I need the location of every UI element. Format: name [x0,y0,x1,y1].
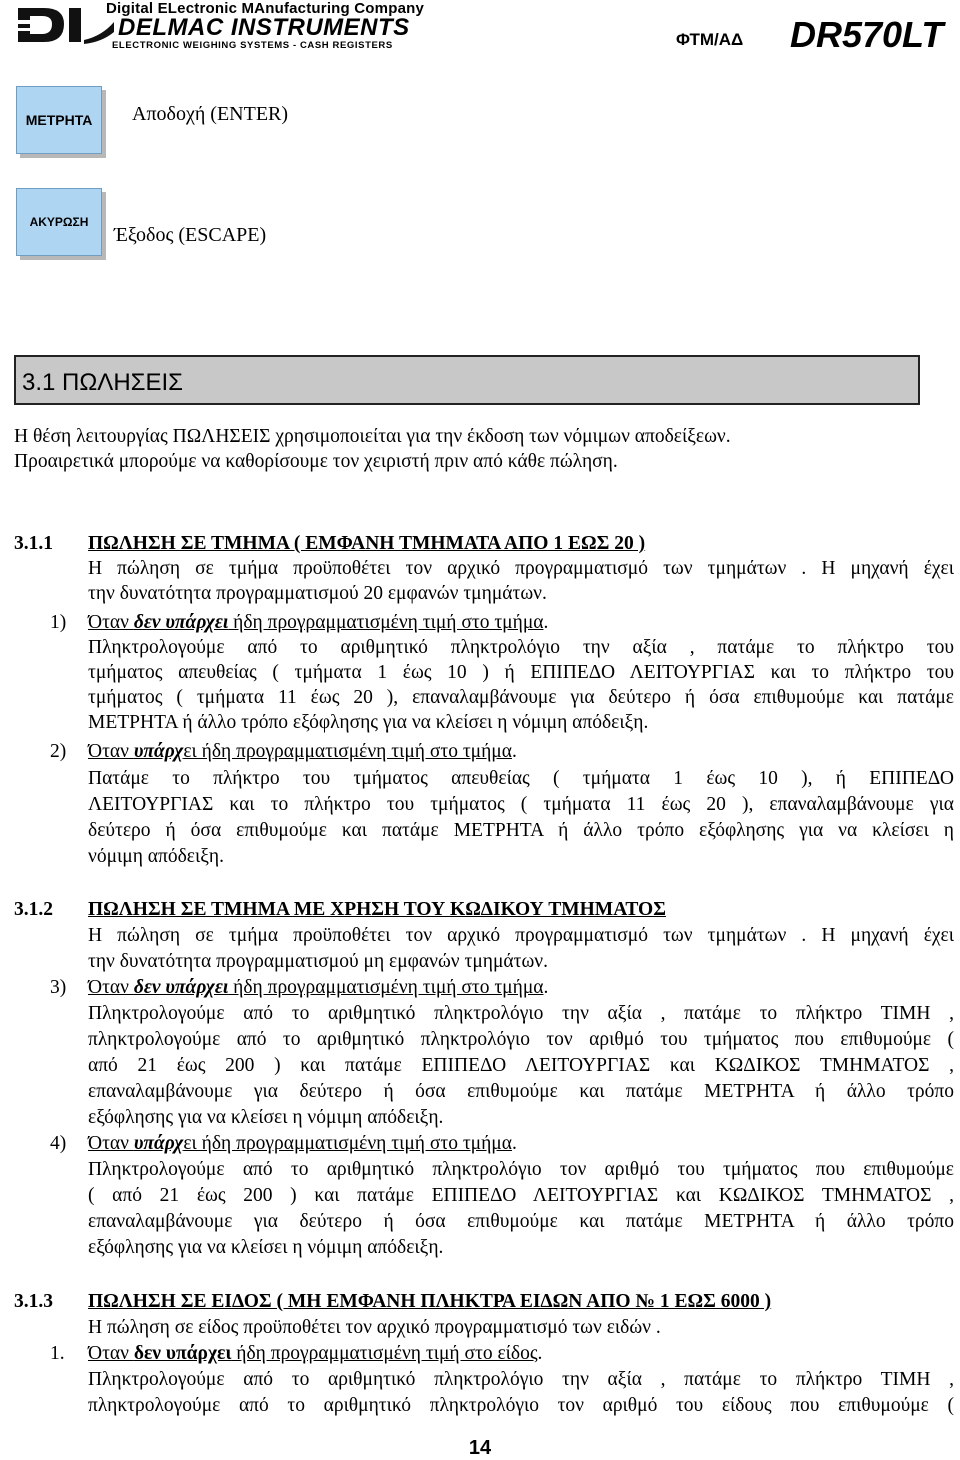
paragraph-line: Πληκτρολογούμε από το αριθμητικό πληκτρολόγιο την αξία , πατάμε το πλήκτρο ΤΙΜΗ , [88,1369,954,1390]
item-number: 3) [50,977,67,998]
item-heading-a: Όταν [88,1133,134,1154]
page-number: 14 [468,1437,492,1459]
item-heading-a: Όταν [88,612,134,633]
item-heading-a: Όταν [88,1343,134,1364]
paragraph-line: ( από 21 έως 200 ) και πατάμε ΕΠΙΠΕΔΟ ΛΕΙΤΟΥΡΓΙΑΣ και ΚΩΔΙΚΟΣ ΤΜΗΜΑΤΟΣ , [88,1185,954,1206]
key-label: ΜΕΤΡΗΤΑ [25,112,93,128]
item-number: 1. [50,1343,65,1364]
item-heading [88,1342,542,1366]
item-heading-a: Όταν [88,741,134,762]
item-heading-c: ει ήδη προγραμματισμένη τιμή στο τμήμα [183,741,512,762]
key-label: ΑΚΥΡΩΣΗ [29,215,89,229]
subsection-number: 3.1.2 [14,899,53,920]
paragraph-line: πληκτρολογούμε από το αριθμητικό πληκτρολόγιο τον αριθμό του τμήματος που επιθυμούμε ( [88,1029,954,1050]
item-heading-b: υπάρχ [133,1133,184,1154]
key-akyrosi [16,188,102,256]
item-heading [88,976,548,1000]
company-tagline: ELECTRONIC WEIGHING SYSTEMS - CASH REGISTERS [112,40,393,51]
intro-line: Η θέση λειτουργίας ΠΩΛΗΣΕΙΣ χρησιμοποιείται για την έκδοση των νόμιμων αποδείξεων. [14,426,731,447]
intro-line: Προαιρετικά μπορούμε να καθορίσουμε τον χειριστή πριν από κάθε πώληση. [14,451,618,472]
subsection-number: 3.1.1 [14,533,53,554]
paragraph-line: ΛΕΙΤΟΥΡΓΙΑΣ και το πλήκτρο του τμήματος ( τμήματα 11 έως 20 ), επαναλαμβάνουμε για [88,794,954,815]
paragraph-line: Η πώληση σε τμήμα προϋποθέτει τον αρχικό προγραμματισμό των τμημάτων . Η μηχανή έχει [88,925,954,946]
subsection-title: ΠΩΛΗΣΗ ΣΕ ΕΙΔΟΣ ( ΜΗ ΕΜΦΑΝΗ ΠΛΗΚΤΡΑ ΕΙΔΩΝ ΑΠΟ № 1 ΕΩΣ 6000 ) [88,1291,772,1312]
key-description: Έξοδος (ESCAPE) [114,224,267,246]
paragraph-line: Η πώληση σε τμήμα προϋποθέτει τον αρχικό προγραμματισμό των τμημάτων . Η μηχανή έχει [88,558,954,579]
item-heading-c: ήδη προγραμματισμένη τιμή στο τμήμα [228,977,544,998]
company-name: DELMAC INSTRUMENTS [118,14,410,41]
paragraph-line: εξόφλησης για να κλείσει η νόμιμη απόδειξη. [88,1107,444,1128]
paragraph-line: εξόφλησης για να κλείσει η νόμιμη απόδειξη. [88,1237,444,1258]
item-heading [88,611,548,635]
section-title-bar [14,355,920,405]
item-heading-dot: . [543,612,549,633]
subsection-number: 3.1.3 [14,1291,53,1312]
item-number: 1) [50,612,67,633]
paragraph-line: επαναλαμβάνουμε για δεύτερο ή όσα επιθυμούμε και πατάμε ΜΕΤΡΗΤΑ ή άλλο τρόπο [88,1211,954,1232]
paragraph-line: την δυνατότητα προγραμματισμού μη εμφανών τμημάτων. [88,951,549,972]
paragraph-line: Η πώληση σε είδος προϋποθέτει τον αρχικό προγραμματισμό των ειδών . [88,1317,661,1338]
subsection-title: ΠΩΛΗΣΗ ΣΕ ΤΜΗΜΑ ΜΕ ΧΡΗΣΗ ΤΟΥ ΚΩΔΙΚΟΥ ΤΜΗΜΑΤΟΣ [88,899,666,920]
section-title: 3.1 ΠΩΛΗΣΕΙΣ [22,369,184,396]
paragraph-line: πληκτρολογούμε από το αριθμητικό πληκτρολόγιο τον αριθμό του είδους που επιθυμούμε ( [88,1395,954,1416]
paragraph-line: τμήματος απευθείας ( τμήματα 1 έως 10 ) ή ΕΠΙΠΕΔΟ ΛΕΙΤΟΥΡΓΙΑΣ και το πλήκτρο του [88,662,954,683]
item-heading-dot: . [511,1133,517,1154]
item-heading [88,1132,517,1156]
paragraph-line: τμήματος ( τμήματα 11 έως 20 ), επαναλαμβάνουμε για δεύτερο ή όσα επιθυμούμε και πατάμε [88,687,954,708]
key-description: Αποδοχή (ENTER) [132,103,289,125]
company-line: Digital ELectronic MAnufacturing Company [106,0,425,17]
paragraph-line: ΜΕΤΡΗΤΑ ή άλλο τρόπο εξόφλησης για να κλείσει η νόμιμη απόδειξη. [88,712,649,733]
item-heading-b: δεν υπάρχει [133,612,229,633]
item-heading-b: υπάρχ [133,741,184,762]
item-heading-dot: . [543,977,549,998]
paragraph-line: δεύτερο ή όσα επιθυμούμε και πατάμε ΜΕΤΡΗΤΑ ή άλλο τρόπο εξόφλησης για να κλείσει η [88,820,954,841]
paragraph-line: Πληκτρολογούμε από το αριθμητικό πληκτρολόγιο την αξία , πατάμε το πλήκτρο ΤΙΜΗ , [88,1003,954,1024]
item-heading-a: Όταν [88,977,134,998]
item-number: 2) [50,741,67,762]
item-heading-dot: . [537,1343,543,1364]
item-number: 4) [50,1133,67,1154]
item-heading-b: δεν υπάρχει [133,1343,232,1364]
paragraph-line: Πληκτρολογούμε από το αριθμητικό πληκτρολόγιο την αξία , πατάμε το πλήκτρο του [88,637,954,658]
item-heading-c: ήδη προγραμματισμένη τιμή στο τμήμα [228,612,544,633]
paragraph-line: την δυνατότητα προγραμματισμού 20 εμφανών τμημάτων. [88,583,547,604]
item-heading-b: δεν υπάρχει [133,977,229,998]
paragraph-line: επαναλαμβάνουμε για δεύτερο ή όσα επιθυμούμε και πατάμε ΜΕΤΡΗΤΑ ή άλλο τρόπο [88,1081,954,1102]
paragraph-line: Πληκτρολογούμε από το αριθμητικό πληκτρολόγιο τον αριθμό του τμήματος που επιθυμούμε [88,1159,954,1180]
document-code: ΦΤΜ/ΑΔ [676,30,744,49]
paragraph-line: από 21 έως 200 ) και πατάμε ΕΠΙΠΕΔΟ ΛΕΙΤΟΥΡΓΙΑΣ και ΚΩΔΙΚΟΣ ΤΜΗΜΑΤΟΣ , [88,1055,954,1076]
paragraph-line: Πατάμε το πλήκτρο του τμήματος απευθείας ( τμήματα 1 έως 10 ), ή ΕΠΙΠΕΔΟ [88,768,954,789]
paragraph-line: νόμιμη απόδειξη. [88,846,224,867]
delmac-logo-icon [14,2,114,46]
model-name: DR570LT [790,14,944,55]
item-heading [88,740,517,764]
item-heading-dot: . [511,741,517,762]
item-heading-c: ει ήδη προγραμματισμένη τιμή στο τμήμα [183,1133,512,1154]
subsection-title: ΠΩΛΗΣΗ ΣΕ ΤΜΗΜΑ ( ΕΜΦΑΝΗ ΤΜΗΜΑΤΑ ΑΠΟ 1 ΕΩΣ 20 ) [88,533,646,554]
item-heading-c: ήδη προγραμματισμένη τιμή στο είδος [231,1343,538,1364]
key-metrita [16,86,102,154]
